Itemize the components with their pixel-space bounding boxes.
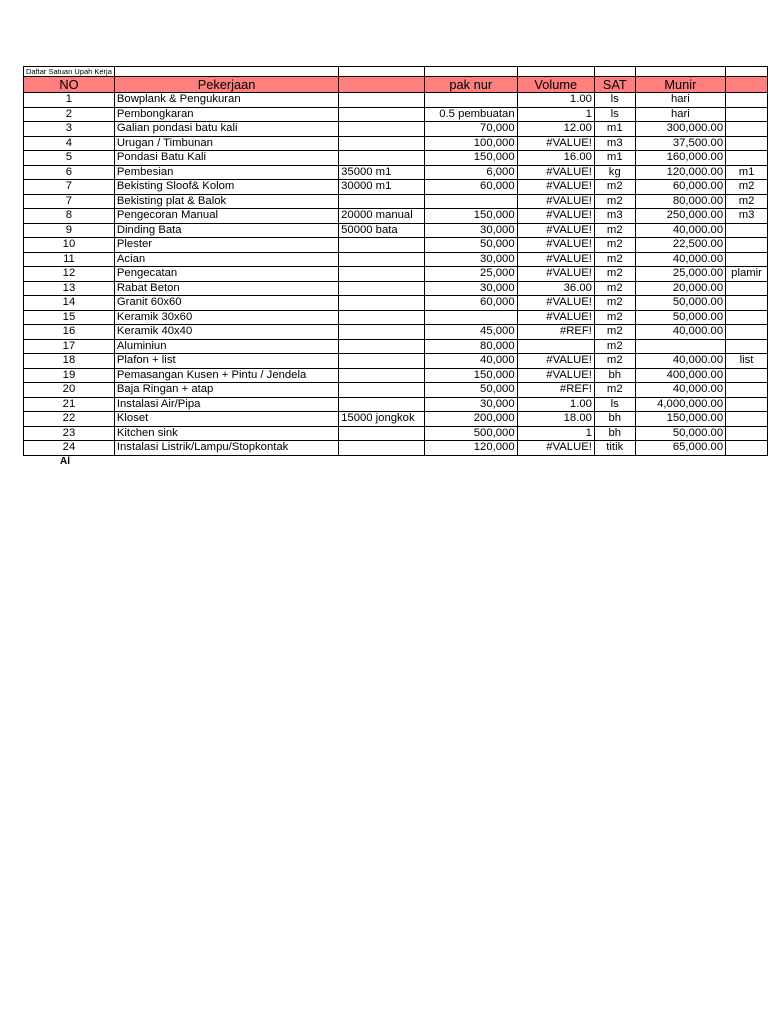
cell-column-3[interactable] bbox=[339, 281, 425, 296]
cell-no[interactable]: 10 bbox=[24, 238, 115, 253]
cell-column-8[interactable] bbox=[726, 93, 768, 108]
cell-no[interactable]: 12 bbox=[24, 267, 115, 282]
cell-pekerjaan[interactable]: Keramik 40x40 bbox=[114, 325, 338, 340]
cell-column-3[interactable] bbox=[339, 310, 425, 325]
cell-pak-nur[interactable] bbox=[424, 93, 517, 108]
cell-volume[interactable]: #VALUE! bbox=[517, 296, 594, 311]
table-row bbox=[24, 165, 768, 180]
cell-munir[interactable]: 40,000.00 bbox=[635, 383, 726, 398]
cell-pak-nur[interactable]: 100,000 bbox=[424, 136, 517, 151]
cell-sat[interactable]: m2 bbox=[594, 223, 635, 238]
cell-no[interactable]: 22 bbox=[24, 412, 115, 427]
cell-no[interactable]: 7 bbox=[24, 180, 115, 195]
cell-pekerjaan[interactable]: Bowplank & Pengukuran bbox=[114, 93, 338, 108]
cell-munir[interactable]: 40,000.00 bbox=[635, 252, 726, 267]
cell-sat[interactable]: m2 bbox=[594, 238, 635, 253]
cell-column-3[interactable]: 20000 manual bbox=[339, 209, 425, 224]
table-row bbox=[24, 194, 768, 209]
cell-pak-nur[interactable]: 45,000 bbox=[424, 325, 517, 340]
cell-sat[interactable]: m2 bbox=[594, 180, 635, 195]
sheet-title-cell[interactable] bbox=[24, 67, 115, 77]
cell-column-8[interactable] bbox=[726, 310, 768, 325]
cell-no[interactable]: 23 bbox=[24, 426, 115, 441]
cell-pak-nur[interactable]: 30,000 bbox=[424, 223, 517, 238]
cell-pekerjaan[interactable]: Pondasi Batu Kali bbox=[114, 151, 338, 166]
cell-column-3[interactable]: 15000 jongkok bbox=[339, 412, 425, 427]
cell-pekerjaan[interactable]: Baja Ringan + atap bbox=[114, 383, 338, 398]
cell-sat[interactable]: m3 bbox=[594, 209, 635, 224]
cell-column-3[interactable] bbox=[339, 267, 425, 282]
cell-sat[interactable]: bh bbox=[594, 412, 635, 427]
header-column-8[interactable] bbox=[726, 77, 768, 93]
cell-volume[interactable]: 1.00 bbox=[517, 93, 594, 108]
cell-column-8[interactable]: m2 bbox=[726, 180, 768, 195]
cell-column-3[interactable]: 30000 m1 bbox=[339, 180, 425, 195]
table-row bbox=[24, 151, 768, 166]
cell-pekerjaan[interactable]: Keramik 30x60 bbox=[114, 310, 338, 325]
cell-munir[interactable]: 40,000.00 bbox=[635, 325, 726, 340]
cell-column-8[interactable] bbox=[726, 339, 768, 354]
table-row bbox=[24, 383, 768, 398]
cell-sat[interactable]: m1 bbox=[594, 151, 635, 166]
cell-column-3[interactable] bbox=[339, 354, 425, 369]
cell-volume[interactable]: #REF! bbox=[517, 383, 594, 398]
cell-column-8[interactable] bbox=[726, 368, 768, 383]
cell-pak-nur[interactable]: 200,000 bbox=[424, 412, 517, 427]
cell-no[interactable]: 13 bbox=[24, 281, 115, 296]
cell-volume[interactable]: #VALUE! bbox=[517, 209, 594, 224]
cell-column-3[interactable] bbox=[339, 339, 425, 354]
title-row-cell[interactable] bbox=[424, 67, 517, 77]
cell-munir[interactable]: 65,000.00 bbox=[635, 441, 726, 456]
cell-sat[interactable]: m2 bbox=[594, 383, 635, 398]
cell-column-3[interactable] bbox=[339, 296, 425, 311]
cell-column-3[interactable] bbox=[339, 151, 425, 166]
cell-no[interactable]: 15 bbox=[24, 310, 115, 325]
cell-column-8[interactable] bbox=[726, 441, 768, 456]
cell-no[interactable]: 11 bbox=[24, 252, 115, 267]
cell-pak-nur[interactable]: 50,000 bbox=[424, 238, 517, 253]
cell-volume[interactable]: #VALUE! bbox=[517, 368, 594, 383]
cell-volume[interactable] bbox=[517, 339, 594, 354]
cell-munir[interactable]: 400,000.00 bbox=[635, 368, 726, 383]
cell-no[interactable]: 17 bbox=[24, 339, 115, 354]
cell-sat[interactable]: bh bbox=[594, 426, 635, 441]
cell-volume[interactable]: 36.00 bbox=[517, 281, 594, 296]
cell-sat[interactable]: m2 bbox=[594, 296, 635, 311]
cell-column-8[interactable] bbox=[726, 296, 768, 311]
cell-column-8[interactable]: plamir bbox=[726, 267, 768, 282]
cell-no[interactable]: 1 bbox=[24, 93, 115, 108]
cell-pak-nur[interactable]: 150,000 bbox=[424, 209, 517, 224]
cell-column-3[interactable] bbox=[339, 107, 425, 122]
cell-pak-nur[interactable] bbox=[424, 194, 517, 209]
cell-column-3[interactable] bbox=[339, 383, 425, 398]
cell-column-8[interactable] bbox=[726, 426, 768, 441]
cell-munir[interactable]: 80,000.00 bbox=[635, 194, 726, 209]
cell-column-8[interactable] bbox=[726, 252, 768, 267]
cell-column-3[interactable] bbox=[339, 368, 425, 383]
table-row bbox=[24, 426, 768, 441]
cell-munir[interactable]: 40,000.00 bbox=[635, 223, 726, 238]
title-row-cell[interactable] bbox=[726, 67, 768, 77]
header-no[interactable]: NO bbox=[24, 77, 115, 93]
footer-note: Al bbox=[60, 456, 70, 467]
cell-pak-nur[interactable]: 70,000 bbox=[424, 122, 517, 137]
cell-munir[interactable]: 250,000.00 bbox=[635, 209, 726, 224]
spreadsheet-table bbox=[23, 66, 768, 456]
cell-column-8[interactable] bbox=[726, 122, 768, 137]
cell-volume[interactable]: #VALUE! bbox=[517, 194, 594, 209]
title-row-cell[interactable] bbox=[517, 67, 594, 77]
cell-column-3[interactable] bbox=[339, 426, 425, 441]
cell-column-8[interactable] bbox=[726, 136, 768, 151]
cell-sat[interactable]: ls bbox=[594, 93, 635, 108]
cell-pak-nur[interactable]: 60,000 bbox=[424, 296, 517, 311]
cell-munir[interactable]: 120,000.00 bbox=[635, 165, 726, 180]
table-row bbox=[24, 209, 768, 224]
cell-no[interactable]: 19 bbox=[24, 368, 115, 383]
cell-munir[interactable]: 300,000.00 bbox=[635, 122, 726, 137]
header-pekerjaan[interactable]: Pekerjaan bbox=[114, 77, 338, 93]
cell-munir[interactable]: 4,000,000.00 bbox=[635, 397, 726, 412]
cell-volume[interactable]: #VALUE! bbox=[517, 165, 594, 180]
cell-sat[interactable]: m3 bbox=[594, 136, 635, 151]
cell-column-8[interactable] bbox=[726, 223, 768, 238]
cell-column-8[interactable]: list bbox=[726, 354, 768, 369]
cell-no[interactable]: 24 bbox=[24, 441, 115, 456]
cell-sat[interactable]: m2 bbox=[594, 339, 635, 354]
cell-munir[interactable]: 22,500.00 bbox=[635, 238, 726, 253]
table-row bbox=[24, 122, 768, 137]
cell-volume[interactable]: 1 bbox=[517, 426, 594, 441]
cell-volume[interactable]: 18.00 bbox=[517, 412, 594, 427]
cell-volume[interactable]: #VALUE! bbox=[517, 136, 594, 151]
cell-munir[interactable]: 50,000.00 bbox=[635, 296, 726, 311]
cell-munir[interactable]: 50,000.00 bbox=[635, 310, 726, 325]
cell-munir[interactable]: hari bbox=[635, 93, 726, 108]
table-row bbox=[24, 136, 768, 151]
cell-column-8[interactable] bbox=[726, 412, 768, 427]
cell-munir[interactable]: 40,000.00 bbox=[635, 354, 726, 369]
cell-volume[interactable]: 16.00 bbox=[517, 151, 594, 166]
cell-pekerjaan[interactable]: Plafon + list bbox=[114, 354, 338, 369]
table-row bbox=[24, 368, 768, 383]
table-row bbox=[24, 441, 768, 456]
sheet-title: Daftar Satuan Upah Kerja bbox=[26, 67, 112, 76]
cell-column-3[interactable] bbox=[339, 325, 425, 340]
table-row bbox=[24, 354, 768, 369]
cell-column-8[interactable] bbox=[726, 383, 768, 398]
cell-column-8[interactable]: m2 bbox=[726, 194, 768, 209]
table-row bbox=[24, 238, 768, 253]
cell-no[interactable]: 7 bbox=[24, 194, 115, 209]
cell-pak-nur[interactable]: 120,000 bbox=[424, 441, 517, 456]
cell-column-8[interactable] bbox=[726, 397, 768, 412]
title-row-cell[interactable] bbox=[114, 67, 338, 77]
cell-sat[interactable]: m2 bbox=[594, 194, 635, 209]
title-row-cell[interactable] bbox=[339, 67, 425, 77]
cell-munir[interactable]: 25,000.00 bbox=[635, 267, 726, 282]
cell-pekerjaan[interactable]: Dinding Bata bbox=[114, 223, 338, 238]
cell-column-8[interactable] bbox=[726, 238, 768, 253]
table-row bbox=[24, 397, 768, 412]
cell-pak-nur[interactable]: 500,000 bbox=[424, 426, 517, 441]
cell-volume[interactable]: 1.00 bbox=[517, 397, 594, 412]
table-row bbox=[24, 412, 768, 427]
cell-sat[interactable]: m2 bbox=[594, 325, 635, 340]
cell-volume[interactable]: #VALUE! bbox=[517, 223, 594, 238]
table-row bbox=[24, 252, 768, 267]
cell-munir[interactable] bbox=[635, 339, 726, 354]
table-row bbox=[24, 296, 768, 311]
cell-volume[interactable]: #REF! bbox=[517, 325, 594, 340]
cell-munir[interactable]: 20,000.00 bbox=[635, 281, 726, 296]
cell-munir[interactable]: 60,000.00 bbox=[635, 180, 726, 195]
cell-no[interactable]: 14 bbox=[24, 296, 115, 311]
cell-pekerjaan[interactable]: Acian bbox=[114, 252, 338, 267]
cell-sat[interactable]: m2 bbox=[594, 281, 635, 296]
cell-munir[interactable]: 50,000.00 bbox=[635, 426, 726, 441]
table-row bbox=[24, 180, 768, 195]
cell-no[interactable]: 5 bbox=[24, 151, 115, 166]
table-row bbox=[24, 107, 768, 122]
header-volume[interactable]: Volume bbox=[517, 77, 594, 93]
cell-pak-nur[interactable]: 0.5 pembuatan bbox=[424, 107, 517, 122]
title-row-cell[interactable] bbox=[594, 67, 635, 77]
cell-sat[interactable]: kg bbox=[594, 165, 635, 180]
cell-volume[interactable]: #VALUE! bbox=[517, 441, 594, 456]
cell-pak-nur[interactable]: 50,000 bbox=[424, 383, 517, 398]
cell-pekerjaan[interactable]: Bekisting Sloof& Kolom bbox=[114, 180, 338, 195]
cell-column-3[interactable] bbox=[339, 238, 425, 253]
cell-no[interactable]: 16 bbox=[24, 325, 115, 340]
cell-pak-nur[interactable]: 30,000 bbox=[424, 252, 517, 267]
header-munir[interactable]: Munir bbox=[635, 77, 726, 93]
cell-pak-nur[interactable]: 30,000 bbox=[424, 397, 517, 412]
cell-pak-nur[interactable]: 40,000 bbox=[424, 354, 517, 369]
cell-column-8[interactable] bbox=[726, 325, 768, 340]
cell-no[interactable]: 2 bbox=[24, 107, 115, 122]
cell-volume[interactable]: #VALUE! bbox=[517, 238, 594, 253]
cell-no[interactable]: 18 bbox=[24, 354, 115, 369]
cell-pak-nur[interactable] bbox=[424, 310, 517, 325]
cell-sat[interactable]: bh bbox=[594, 368, 635, 383]
cell-pak-nur[interactable]: 30,000 bbox=[424, 281, 517, 296]
cell-pak-nur[interactable]: 6,000 bbox=[424, 165, 517, 180]
header-row bbox=[24, 77, 768, 93]
cell-sat[interactable]: m2 bbox=[594, 310, 635, 325]
title-row bbox=[24, 67, 768, 77]
cell-pekerjaan[interactable]: Aluminiun bbox=[114, 339, 338, 354]
cell-pekerjaan[interactable]: Pembongkaran bbox=[114, 107, 338, 122]
cell-pekerjaan[interactable]: Kloset bbox=[114, 412, 338, 427]
cell-column-3[interactable] bbox=[339, 397, 425, 412]
cell-pekerjaan[interactable]: Kitchen sink bbox=[114, 426, 338, 441]
cell-pak-nur[interactable]: 150,000 bbox=[424, 368, 517, 383]
cell-sat[interactable]: ls bbox=[594, 397, 635, 412]
cell-column-3[interactable] bbox=[339, 194, 425, 209]
cell-munir[interactable]: 150,000.00 bbox=[635, 412, 726, 427]
cell-column-3[interactable] bbox=[339, 93, 425, 108]
cell-pekerjaan[interactable]: Instalasi Listrik/Lampu/Stopkontak bbox=[114, 441, 338, 456]
cell-no[interactable]: 4 bbox=[24, 136, 115, 151]
cell-pekerjaan[interactable]: Granit 60x60 bbox=[114, 296, 338, 311]
cell-pekerjaan[interactable]: Rabat Beton bbox=[114, 281, 338, 296]
cell-volume[interactable]: #VALUE! bbox=[517, 180, 594, 195]
cell-pak-nur[interactable]: 80,000 bbox=[424, 339, 517, 354]
cell-pekerjaan[interactable]: Pemasangan Kusen + Pintu / Jendela bbox=[114, 368, 338, 383]
cell-pekerjaan[interactable]: Pembesian bbox=[114, 165, 338, 180]
cell-column-3[interactable]: 35000 m1 bbox=[339, 165, 425, 180]
title-row-cell[interactable] bbox=[635, 67, 726, 77]
cell-column-3[interactable] bbox=[339, 441, 425, 456]
table-row bbox=[24, 325, 768, 340]
cell-pekerjaan[interactable]: Urugan / Timbunan bbox=[114, 136, 338, 151]
cell-no[interactable]: 6 bbox=[24, 165, 115, 180]
cell-pekerjaan[interactable]: Galian pondasi batu kali bbox=[114, 122, 338, 137]
cell-pekerjaan[interactable]: Instalasi Air/Pipa bbox=[114, 397, 338, 412]
header-pak-nur[interactable]: pak nur bbox=[424, 77, 517, 93]
cell-column-3[interactable] bbox=[339, 252, 425, 267]
cell-no[interactable]: 3 bbox=[24, 122, 115, 137]
cell-sat[interactable]: titik bbox=[594, 441, 635, 456]
cell-column-8[interactable]: m1 bbox=[726, 165, 768, 180]
cell-no[interactable]: 8 bbox=[24, 209, 115, 224]
cell-volume[interactable]: #VALUE! bbox=[517, 310, 594, 325]
cell-pekerjaan[interactable]: Bekisting plat & Balok bbox=[114, 194, 338, 209]
cell-column-3[interactable]: 50000 bata bbox=[339, 223, 425, 238]
cell-column-3[interactable] bbox=[339, 136, 425, 151]
cell-column-8[interactable]: m3 bbox=[726, 209, 768, 224]
cell-column-8[interactable] bbox=[726, 281, 768, 296]
cell-pekerjaan[interactable]: Pengecatan bbox=[114, 267, 338, 282]
cell-column-8[interactable] bbox=[726, 151, 768, 166]
cell-sat[interactable]: m1 bbox=[594, 122, 635, 137]
cell-no[interactable]: 20 bbox=[24, 383, 115, 398]
cell-pak-nur[interactable]: 60,000 bbox=[424, 180, 517, 195]
table-row bbox=[24, 339, 768, 354]
cell-volume[interactable]: 12.00 bbox=[517, 122, 594, 137]
cell-volume[interactable]: 1 bbox=[517, 107, 594, 122]
table-row bbox=[24, 267, 768, 282]
cell-munir[interactable]: 160,000.00 bbox=[635, 151, 726, 166]
cell-munir[interactable]: hari bbox=[635, 107, 726, 122]
cell-sat[interactable]: m2 bbox=[594, 252, 635, 267]
cell-pak-nur[interactable]: 25,000 bbox=[424, 267, 517, 282]
cell-volume[interactable]: #VALUE! bbox=[517, 354, 594, 369]
header-column-3[interactable] bbox=[339, 77, 425, 93]
table-row bbox=[24, 281, 768, 296]
cell-column-3[interactable] bbox=[339, 122, 425, 137]
table-row bbox=[24, 310, 768, 325]
cell-volume[interactable]: #VALUE! bbox=[517, 267, 594, 282]
cell-sat[interactable]: m2 bbox=[594, 354, 635, 369]
header-sat[interactable]: SAT bbox=[594, 77, 635, 93]
cell-pak-nur[interactable]: 150,000 bbox=[424, 151, 517, 166]
cell-no[interactable]: 21 bbox=[24, 397, 115, 412]
cell-column-8[interactable] bbox=[726, 107, 768, 122]
cell-munir[interactable]: 37,500.00 bbox=[635, 136, 726, 151]
cell-volume[interactable]: #VALUE! bbox=[517, 252, 594, 267]
cell-pekerjaan[interactable]: Pengecoran Manual bbox=[114, 209, 338, 224]
cell-no[interactable]: 9 bbox=[24, 223, 115, 238]
cell-sat[interactable]: m2 bbox=[594, 267, 635, 282]
cell-pekerjaan[interactable]: Plester bbox=[114, 238, 338, 253]
table-row bbox=[24, 93, 768, 108]
cell-sat[interactable]: ls bbox=[594, 107, 635, 122]
table-row bbox=[24, 223, 768, 238]
